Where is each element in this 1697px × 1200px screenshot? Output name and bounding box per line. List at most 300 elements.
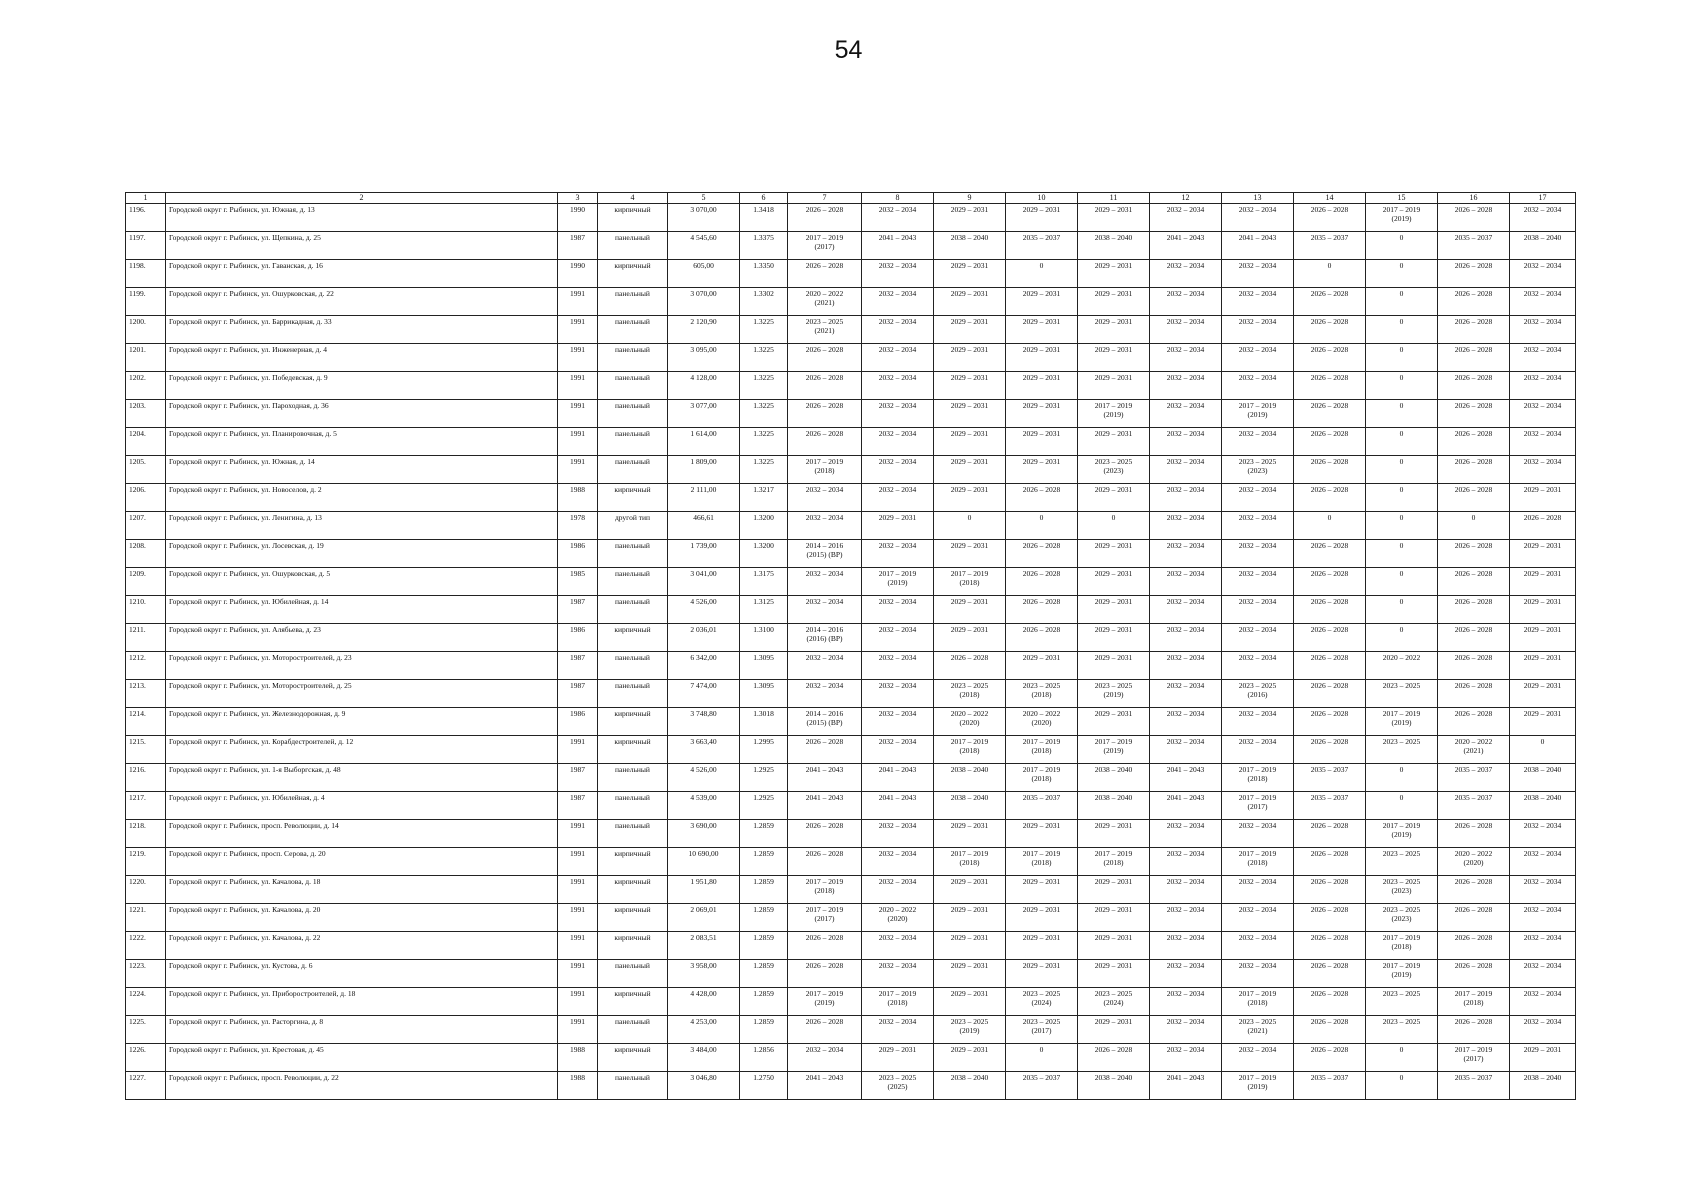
table-cell: 2029 – 2031 — [1006, 652, 1078, 680]
table-cell: 2032 – 2034 — [862, 848, 934, 876]
table-cell: 0 — [1366, 512, 1438, 540]
table-cell: 1991 — [558, 988, 598, 1016]
table-cell: 0 — [1366, 400, 1438, 428]
table-cell: 2026 – 2028 — [1294, 400, 1366, 428]
table-cell: 2023 – 2025 (2023) — [1078, 456, 1150, 484]
table-row — [126, 820, 1576, 848]
table-cell: 2026 – 2028 — [1438, 1016, 1510, 1044]
table-cell: 2032 – 2034 — [1222, 820, 1294, 848]
table-cell: 2032 – 2034 — [1510, 932, 1576, 960]
table-cell: 1208. — [126, 540, 166, 568]
table-header-row — [126, 193, 1576, 204]
table-cell: 0 — [1366, 540, 1438, 568]
table-cell: 2032 – 2034 — [862, 624, 934, 652]
table-cell: 2032 – 2034 — [1150, 876, 1222, 904]
table-cell: 1991 — [558, 288, 598, 316]
table-cell: 3 046,80 — [668, 1072, 740, 1100]
table-cell: 1.3350 — [740, 260, 788, 288]
table-cell: 2026 – 2028 — [1294, 204, 1366, 232]
table-cell: 1209. — [126, 568, 166, 596]
table-cell: 2032 – 2034 — [862, 484, 934, 512]
table-cell: 1.3225 — [740, 344, 788, 372]
table-cell: 2041 – 2043 — [1150, 232, 1222, 260]
table-cell: 2026 – 2028 — [1294, 736, 1366, 764]
table-cell: 1202. — [126, 372, 166, 400]
table-cell: 2026 – 2028 — [1294, 316, 1366, 344]
table-cell: 2017 – 2019 (2019) — [1222, 400, 1294, 428]
table-row — [126, 932, 1576, 960]
table-cell: 2026 – 2028 — [1294, 708, 1366, 736]
table-cell: 2032 – 2034 — [1150, 456, 1222, 484]
table-cell: 2032 – 2034 — [1222, 1044, 1294, 1072]
table-cell: 1991 — [558, 1016, 598, 1044]
table-cell: 2023 – 2025 (2023) — [1366, 904, 1438, 932]
table-cell: 1.2995 — [740, 736, 788, 764]
table-cell: 2032 – 2034 — [788, 568, 862, 596]
table-cell: 2026 – 2028 — [788, 260, 862, 288]
table-cell: Городской округ г. Рыбинск, ул. Алябьева, д. 23 — [166, 624, 558, 652]
table-cell: 2032 – 2034 — [1150, 960, 1222, 988]
table-cell: 0 — [1366, 624, 1438, 652]
table-cell: 2026 – 2028 — [1006, 624, 1078, 652]
column-number-header: 4 — [598, 193, 668, 204]
table-cell: панельный — [598, 960, 668, 988]
table-cell: 2029 – 2031 — [934, 316, 1006, 344]
table-cell: 2032 – 2034 — [1150, 820, 1222, 848]
table-cell: 2032 – 2034 — [1222, 568, 1294, 596]
table-cell: 2032 – 2034 — [1222, 484, 1294, 512]
table-cell: 10 690,00 — [668, 848, 740, 876]
table-cell: 2029 – 2031 — [934, 204, 1006, 232]
table-cell: 2032 – 2034 — [862, 260, 934, 288]
table-cell: 2029 – 2031 — [934, 400, 1006, 428]
table-cell: 2032 – 2034 — [1222, 736, 1294, 764]
table-cell: 1991 — [558, 456, 598, 484]
table-row — [126, 848, 1576, 876]
table-cell: 2035 – 2037 — [1438, 232, 1510, 260]
table-cell: 466,61 — [668, 512, 740, 540]
table-cell: 2032 – 2034 — [1150, 540, 1222, 568]
table-row — [126, 540, 1576, 568]
table-cell: 3 748,80 — [668, 708, 740, 736]
table-cell: Городской округ г. Рыбинск, просп. Революции, д. 22 — [166, 1072, 558, 1100]
table-cell: 2017 – 2019 (2018) — [788, 456, 862, 484]
table-cell: Городской округ г. Рыбинск, ул. Железнодорожная, д. 9 — [166, 708, 558, 736]
table-row — [126, 764, 1576, 792]
table-row — [126, 316, 1576, 344]
table-cell: 2029 – 2031 — [1006, 428, 1078, 456]
table-row — [126, 792, 1576, 820]
table-cell: 1.2859 — [740, 904, 788, 932]
table-cell: 2041 – 2043 — [1150, 764, 1222, 792]
table-cell: кирпичный — [598, 736, 668, 764]
table-cell: 2026 – 2028 — [1294, 344, 1366, 372]
table-cell: 2029 – 2031 — [1078, 820, 1150, 848]
table-cell: 2029 – 2031 — [1510, 1044, 1576, 1072]
table-cell: кирпичный — [598, 624, 668, 652]
table-cell: 2032 – 2034 — [1150, 904, 1222, 932]
table-cell: 1987 — [558, 792, 598, 820]
table-cell: 2032 – 2034 — [1510, 288, 1576, 316]
table-cell: 2032 – 2034 — [1222, 624, 1294, 652]
table-cell: 2026 – 2028 — [1294, 904, 1366, 932]
table-cell: 2029 – 2031 — [1510, 680, 1576, 708]
table-cell: 1220. — [126, 876, 166, 904]
table-cell: 2032 – 2034 — [862, 288, 934, 316]
table-cell: 2038 – 2040 — [1510, 1072, 1576, 1100]
table-cell: Городской округ г. Рыбинск, ул. Моторостроителей, д. 25 — [166, 680, 558, 708]
table-cell: 2017 – 2019 (2019) — [1078, 736, 1150, 764]
table-cell: кирпичный — [598, 876, 668, 904]
table-cell: 2032 – 2034 — [862, 820, 934, 848]
table-cell: 2026 – 2028 — [1438, 540, 1510, 568]
table-cell: 2026 – 2028 — [1078, 1044, 1150, 1072]
table-row — [126, 512, 1576, 540]
table-row — [126, 960, 1576, 988]
table-cell: 2026 – 2028 — [1438, 932, 1510, 960]
table-cell: кирпичный — [598, 708, 668, 736]
table-cell: 2029 – 2031 — [1078, 372, 1150, 400]
table-cell: 1987 — [558, 764, 598, 792]
table-cell: 2035 – 2037 — [1006, 232, 1078, 260]
table-cell: панельный — [598, 1016, 668, 1044]
table-row — [126, 736, 1576, 764]
table-cell: 2041 – 2043 — [1150, 792, 1222, 820]
table-cell: 2029 – 2031 — [934, 540, 1006, 568]
table-cell: 2026 – 2028 — [788, 932, 862, 960]
table-cell: 1.2859 — [740, 960, 788, 988]
table-cell: Городской округ г. Рыбинск, ул. Ошурковская, д. 5 — [166, 568, 558, 596]
table-cell: 0 — [1366, 260, 1438, 288]
table-cell: 2029 – 2031 — [934, 988, 1006, 1016]
table-cell: 2023 – 2025 — [1366, 680, 1438, 708]
table-cell: 2032 – 2034 — [1150, 736, 1222, 764]
table-cell: панельный — [598, 540, 668, 568]
table-cell: 2029 – 2031 — [1510, 624, 1576, 652]
table-cell: 1978 — [558, 512, 598, 540]
table-cell: 2041 – 2043 — [788, 764, 862, 792]
table-row — [126, 708, 1576, 736]
table-cell: панельный — [598, 428, 668, 456]
table-cell: 2026 – 2028 — [1294, 596, 1366, 624]
table-cell: Городской округ г. Рыбинск, ул. Инженерная, д. 4 — [166, 344, 558, 372]
table-cell: 2026 – 2028 — [1294, 680, 1366, 708]
table-cell: 2032 – 2034 — [1150, 372, 1222, 400]
table-cell: 1 739,00 — [668, 540, 740, 568]
table-cell: 3 484,00 — [668, 1044, 740, 1072]
table-cell: 1987 — [558, 680, 598, 708]
table-cell: 2032 – 2034 — [1222, 932, 1294, 960]
table-cell: 2029 – 2031 — [934, 960, 1006, 988]
table-cell: 2032 – 2034 — [1222, 428, 1294, 456]
table-row — [126, 456, 1576, 484]
table-cell: 2029 – 2031 — [1006, 904, 1078, 932]
table-cell: 2026 – 2028 — [1438, 652, 1510, 680]
table-cell: 1218. — [126, 820, 166, 848]
table-cell: 2032 – 2034 — [788, 484, 862, 512]
table-cell: 1987 — [558, 596, 598, 624]
table-cell: Городской округ г. Рыбинск, ул. Баррикадная, д. 33 — [166, 316, 558, 344]
table-cell: Городской округ г. Рыбинск, ул. Качалова, д. 22 — [166, 932, 558, 960]
table-cell: 1223. — [126, 960, 166, 988]
table-cell: 2038 – 2040 — [1078, 764, 1150, 792]
table-cell: 2032 – 2034 — [1150, 344, 1222, 372]
table-cell: 2023 – 2025 (2024) — [1006, 988, 1078, 1016]
table-cell: панельный — [598, 372, 668, 400]
table-cell: 2029 – 2031 — [1510, 596, 1576, 624]
table-cell: Городской округ г. Рыбинск, ул. Ошурковская, д. 22 — [166, 288, 558, 316]
table-cell: 2023 – 2025 (2019) — [934, 1016, 1006, 1044]
table-cell: Городской округ г. Рыбинск, ул. Моторостроителей, д. 23 — [166, 652, 558, 680]
table-cell: 2029 – 2031 — [1078, 876, 1150, 904]
table-cell: 2026 – 2028 — [1510, 512, 1576, 540]
table-cell: 2032 – 2034 — [1222, 344, 1294, 372]
table-cell: 2023 – 2025 (2018) — [934, 680, 1006, 708]
table-cell: 2017 – 2019 (2018) — [1006, 736, 1078, 764]
table-cell: 1991 — [558, 932, 598, 960]
table-row — [126, 1072, 1576, 1100]
table-row — [126, 260, 1576, 288]
table-row — [126, 596, 1576, 624]
table-cell: кирпичный — [598, 932, 668, 960]
table-cell: 1986 — [558, 708, 598, 736]
table-cell: 2029 – 2031 — [934, 596, 1006, 624]
table-cell: 2026 – 2028 — [788, 736, 862, 764]
table-cell: 1206. — [126, 484, 166, 512]
table-cell: 2032 – 2034 — [1222, 960, 1294, 988]
table-cell: другой тип — [598, 512, 668, 540]
table-cell: 2035 – 2037 — [1006, 792, 1078, 820]
table-cell: 2032 – 2034 — [1150, 652, 1222, 680]
table-row — [126, 428, 1576, 456]
table-cell: панельный — [598, 1072, 668, 1100]
table-cell: 0 — [1366, 344, 1438, 372]
table-cell: 1212. — [126, 652, 166, 680]
table-cell: 1198. — [126, 260, 166, 288]
table-cell: 2032 – 2034 — [1222, 512, 1294, 540]
table-cell: 2026 – 2028 — [1438, 708, 1510, 736]
table-cell: 2026 – 2028 — [1438, 960, 1510, 988]
table-cell: 2023 – 2025 — [1366, 848, 1438, 876]
table-cell: 1.2925 — [740, 792, 788, 820]
table-cell: 1204. — [126, 428, 166, 456]
table-cell: 2029 – 2031 — [1078, 344, 1150, 372]
table-cell: 2020 – 2022 (2020) — [1006, 708, 1078, 736]
table-cell: 2032 – 2034 — [862, 400, 934, 428]
table-cell: 0 — [1294, 512, 1366, 540]
table-cell: 2032 – 2034 — [1150, 400, 1222, 428]
table-cell: 2029 – 2031 — [1006, 372, 1078, 400]
table-cell: 2026 – 2028 — [1006, 540, 1078, 568]
table-cell: 1.3175 — [740, 568, 788, 596]
table-cell: 2 069,01 — [668, 904, 740, 932]
table-cell: 2038 – 2040 — [1510, 232, 1576, 260]
table-cell: 2029 – 2031 — [1006, 288, 1078, 316]
table-cell: 2017 – 2019 (2018) — [934, 568, 1006, 596]
table-cell: 2029 – 2031 — [1078, 708, 1150, 736]
table-cell: 2032 – 2034 — [1510, 428, 1576, 456]
table-cell: Городской округ г. Рыбинск, ул. Качалова, д. 20 — [166, 904, 558, 932]
table-cell: Городской округ г. Рыбинск, просп. Серова, д. 20 — [166, 848, 558, 876]
table-cell: 2017 – 2019 (2017) — [788, 904, 862, 932]
table-cell: 1.2859 — [740, 1016, 788, 1044]
table-cell: панельный — [598, 568, 668, 596]
table-cell: 2032 – 2034 — [1510, 1016, 1576, 1044]
table-cell: 2014 – 2016 (2015) (ВР) — [788, 540, 862, 568]
table-cell: 2032 – 2034 — [1510, 260, 1576, 288]
table-cell: 2035 – 2037 — [1294, 232, 1366, 260]
table-cell: 1199. — [126, 288, 166, 316]
table-cell: 2035 – 2037 — [1294, 1072, 1366, 1100]
table-row — [126, 372, 1576, 400]
table-row — [126, 1016, 1576, 1044]
table-cell: 2026 – 2028 — [1294, 456, 1366, 484]
table-cell: 2032 – 2034 — [1150, 708, 1222, 736]
table-cell: 1.2925 — [740, 764, 788, 792]
table-cell: 2029 – 2031 — [1510, 652, 1576, 680]
table-cell: 2017 – 2019 (2018) — [1222, 848, 1294, 876]
table-cell: 1991 — [558, 372, 598, 400]
table-cell: 6 342,00 — [668, 652, 740, 680]
table-cell: 2035 – 2037 — [1438, 1072, 1510, 1100]
table-cell: 2032 – 2034 — [1150, 316, 1222, 344]
table-cell: 1219. — [126, 848, 166, 876]
table-cell: 2023 – 2025 (2018) — [1006, 680, 1078, 708]
table-cell: 4 428,00 — [668, 988, 740, 1016]
table-cell: 2026 – 2028 — [1294, 652, 1366, 680]
table-row — [126, 204, 1576, 232]
table-cell: панельный — [598, 792, 668, 820]
table-cell: 2026 – 2028 — [1294, 820, 1366, 848]
table-cell: 2 083,51 — [668, 932, 740, 960]
column-number-header: 17 — [1510, 193, 1576, 204]
table-cell: 2026 – 2028 — [788, 820, 862, 848]
table-cell: 2032 – 2034 — [1510, 400, 1576, 428]
table-cell: 2038 – 2040 — [934, 792, 1006, 820]
table-cell: 2029 – 2031 — [934, 428, 1006, 456]
table-cell: 1.2859 — [740, 848, 788, 876]
table-cell: 1991 — [558, 848, 598, 876]
table-row — [126, 484, 1576, 512]
table-cell: 2032 – 2034 — [862, 204, 934, 232]
table-cell: 7 474,00 — [668, 680, 740, 708]
table-cell: 2032 – 2034 — [1150, 512, 1222, 540]
table-cell: 2032 – 2034 — [788, 680, 862, 708]
table-cell: 2032 – 2034 — [1150, 624, 1222, 652]
table-cell: 1986 — [558, 540, 598, 568]
table-cell: 2017 – 2019 (2018) — [1006, 764, 1078, 792]
table-cell: 2017 – 2019 (2019) — [1366, 204, 1438, 232]
column-number-header: 16 — [1438, 193, 1510, 204]
table-cell: 2029 – 2031 — [1078, 960, 1150, 988]
housing-register-table — [125, 192, 1576, 1100]
table-row — [126, 1044, 1576, 1072]
table-cell: Городской округ г. Рыбинск, ул. Кустова, д. 6 — [166, 960, 558, 988]
table-cell: 2017 – 2019 (2018) — [1366, 932, 1438, 960]
table-cell: 2026 – 2028 — [788, 848, 862, 876]
table-cell: 605,00 — [668, 260, 740, 288]
table-cell: 2032 – 2034 — [1150, 988, 1222, 1016]
column-number-header: 5 — [668, 193, 740, 204]
table-cell: 0 — [1366, 372, 1438, 400]
table-cell: 1988 — [558, 1072, 598, 1100]
table-cell: 2020 – 2022 — [1366, 652, 1438, 680]
table-cell: кирпичный — [598, 204, 668, 232]
table-cell: 1.3225 — [740, 456, 788, 484]
table-cell: 1988 — [558, 1044, 598, 1072]
table-cell: 1226. — [126, 1044, 166, 1072]
table-cell: 2032 – 2034 — [1222, 904, 1294, 932]
table-cell: 2 120,90 — [668, 316, 740, 344]
table-cell: 2029 – 2031 — [1078, 540, 1150, 568]
table-cell: 2029 – 2031 — [1078, 596, 1150, 624]
table-cell: 2038 – 2040 — [1510, 792, 1576, 820]
table-cell: 0 — [934, 512, 1006, 540]
table-cell: 2041 – 2043 — [788, 792, 862, 820]
table-cell: 2041 – 2043 — [862, 764, 934, 792]
table-cell: 1213. — [126, 680, 166, 708]
table-cell: 2041 – 2043 — [862, 792, 934, 820]
table-cell: 2026 – 2028 — [788, 400, 862, 428]
table-cell: 2026 – 2028 — [1438, 596, 1510, 624]
table-cell: панельный — [598, 316, 668, 344]
table-cell: 1.2750 — [740, 1072, 788, 1100]
table-cell: 2029 – 2031 — [1078, 932, 1150, 960]
table-cell: 2026 – 2028 — [1438, 876, 1510, 904]
table-cell: 2026 – 2028 — [1438, 372, 1510, 400]
table-cell: 2032 – 2034 — [1510, 904, 1576, 932]
table-cell: 1203. — [126, 400, 166, 428]
table-cell: Городской округ г. Рыбинск, ул. Пароходная, д. 36 — [166, 400, 558, 428]
table-cell: 4 128,00 — [668, 372, 740, 400]
table-cell: 2026 – 2028 — [1438, 344, 1510, 372]
table-cell: 1 614,00 — [668, 428, 740, 456]
table-cell: 1991 — [558, 736, 598, 764]
table-row — [126, 904, 1576, 932]
table-cell: 2026 – 2028 — [1294, 372, 1366, 400]
table-cell: 1.3225 — [740, 428, 788, 456]
table-cell: панельный — [598, 232, 668, 260]
table-cell: 0 — [1366, 288, 1438, 316]
table-cell: 2032 – 2034 — [862, 540, 934, 568]
table-cell: 1991 — [558, 820, 598, 848]
table-cell: 2029 – 2031 — [1078, 624, 1150, 652]
table-cell: 1991 — [558, 316, 598, 344]
table-cell: Городской округ г. Рыбинск, ул. Победевская, д. 9 — [166, 372, 558, 400]
table-cell: 2041 – 2043 — [788, 1072, 862, 1100]
table-cell: 2023 – 2025 (2021) — [1222, 1016, 1294, 1044]
table-cell: 1216. — [126, 764, 166, 792]
table-cell: 1.2859 — [740, 820, 788, 848]
table-cell: 0 — [1294, 260, 1366, 288]
table-cell: 1987 — [558, 652, 598, 680]
table-cell: 1210. — [126, 596, 166, 624]
table-cell: 0 — [1006, 260, 1078, 288]
table-cell: 0 — [1006, 512, 1078, 540]
table-cell: 1.3302 — [740, 288, 788, 316]
table-cell: 2029 – 2031 — [1078, 568, 1150, 596]
table-cell: 2029 – 2031 — [934, 820, 1006, 848]
table-cell: 0 — [1366, 568, 1438, 596]
table-cell: 1.3375 — [740, 232, 788, 260]
table-cell: 2032 – 2034 — [1510, 820, 1576, 848]
table-cell: 2017 – 2019 (2019) — [788, 988, 862, 1016]
column-number-header: 11 — [1078, 193, 1150, 204]
table-row — [126, 568, 1576, 596]
table-cell: 1.3095 — [740, 680, 788, 708]
table-cell: 2017 – 2019 (2018) — [1078, 848, 1150, 876]
table-cell: 2029 – 2031 — [934, 876, 1006, 904]
